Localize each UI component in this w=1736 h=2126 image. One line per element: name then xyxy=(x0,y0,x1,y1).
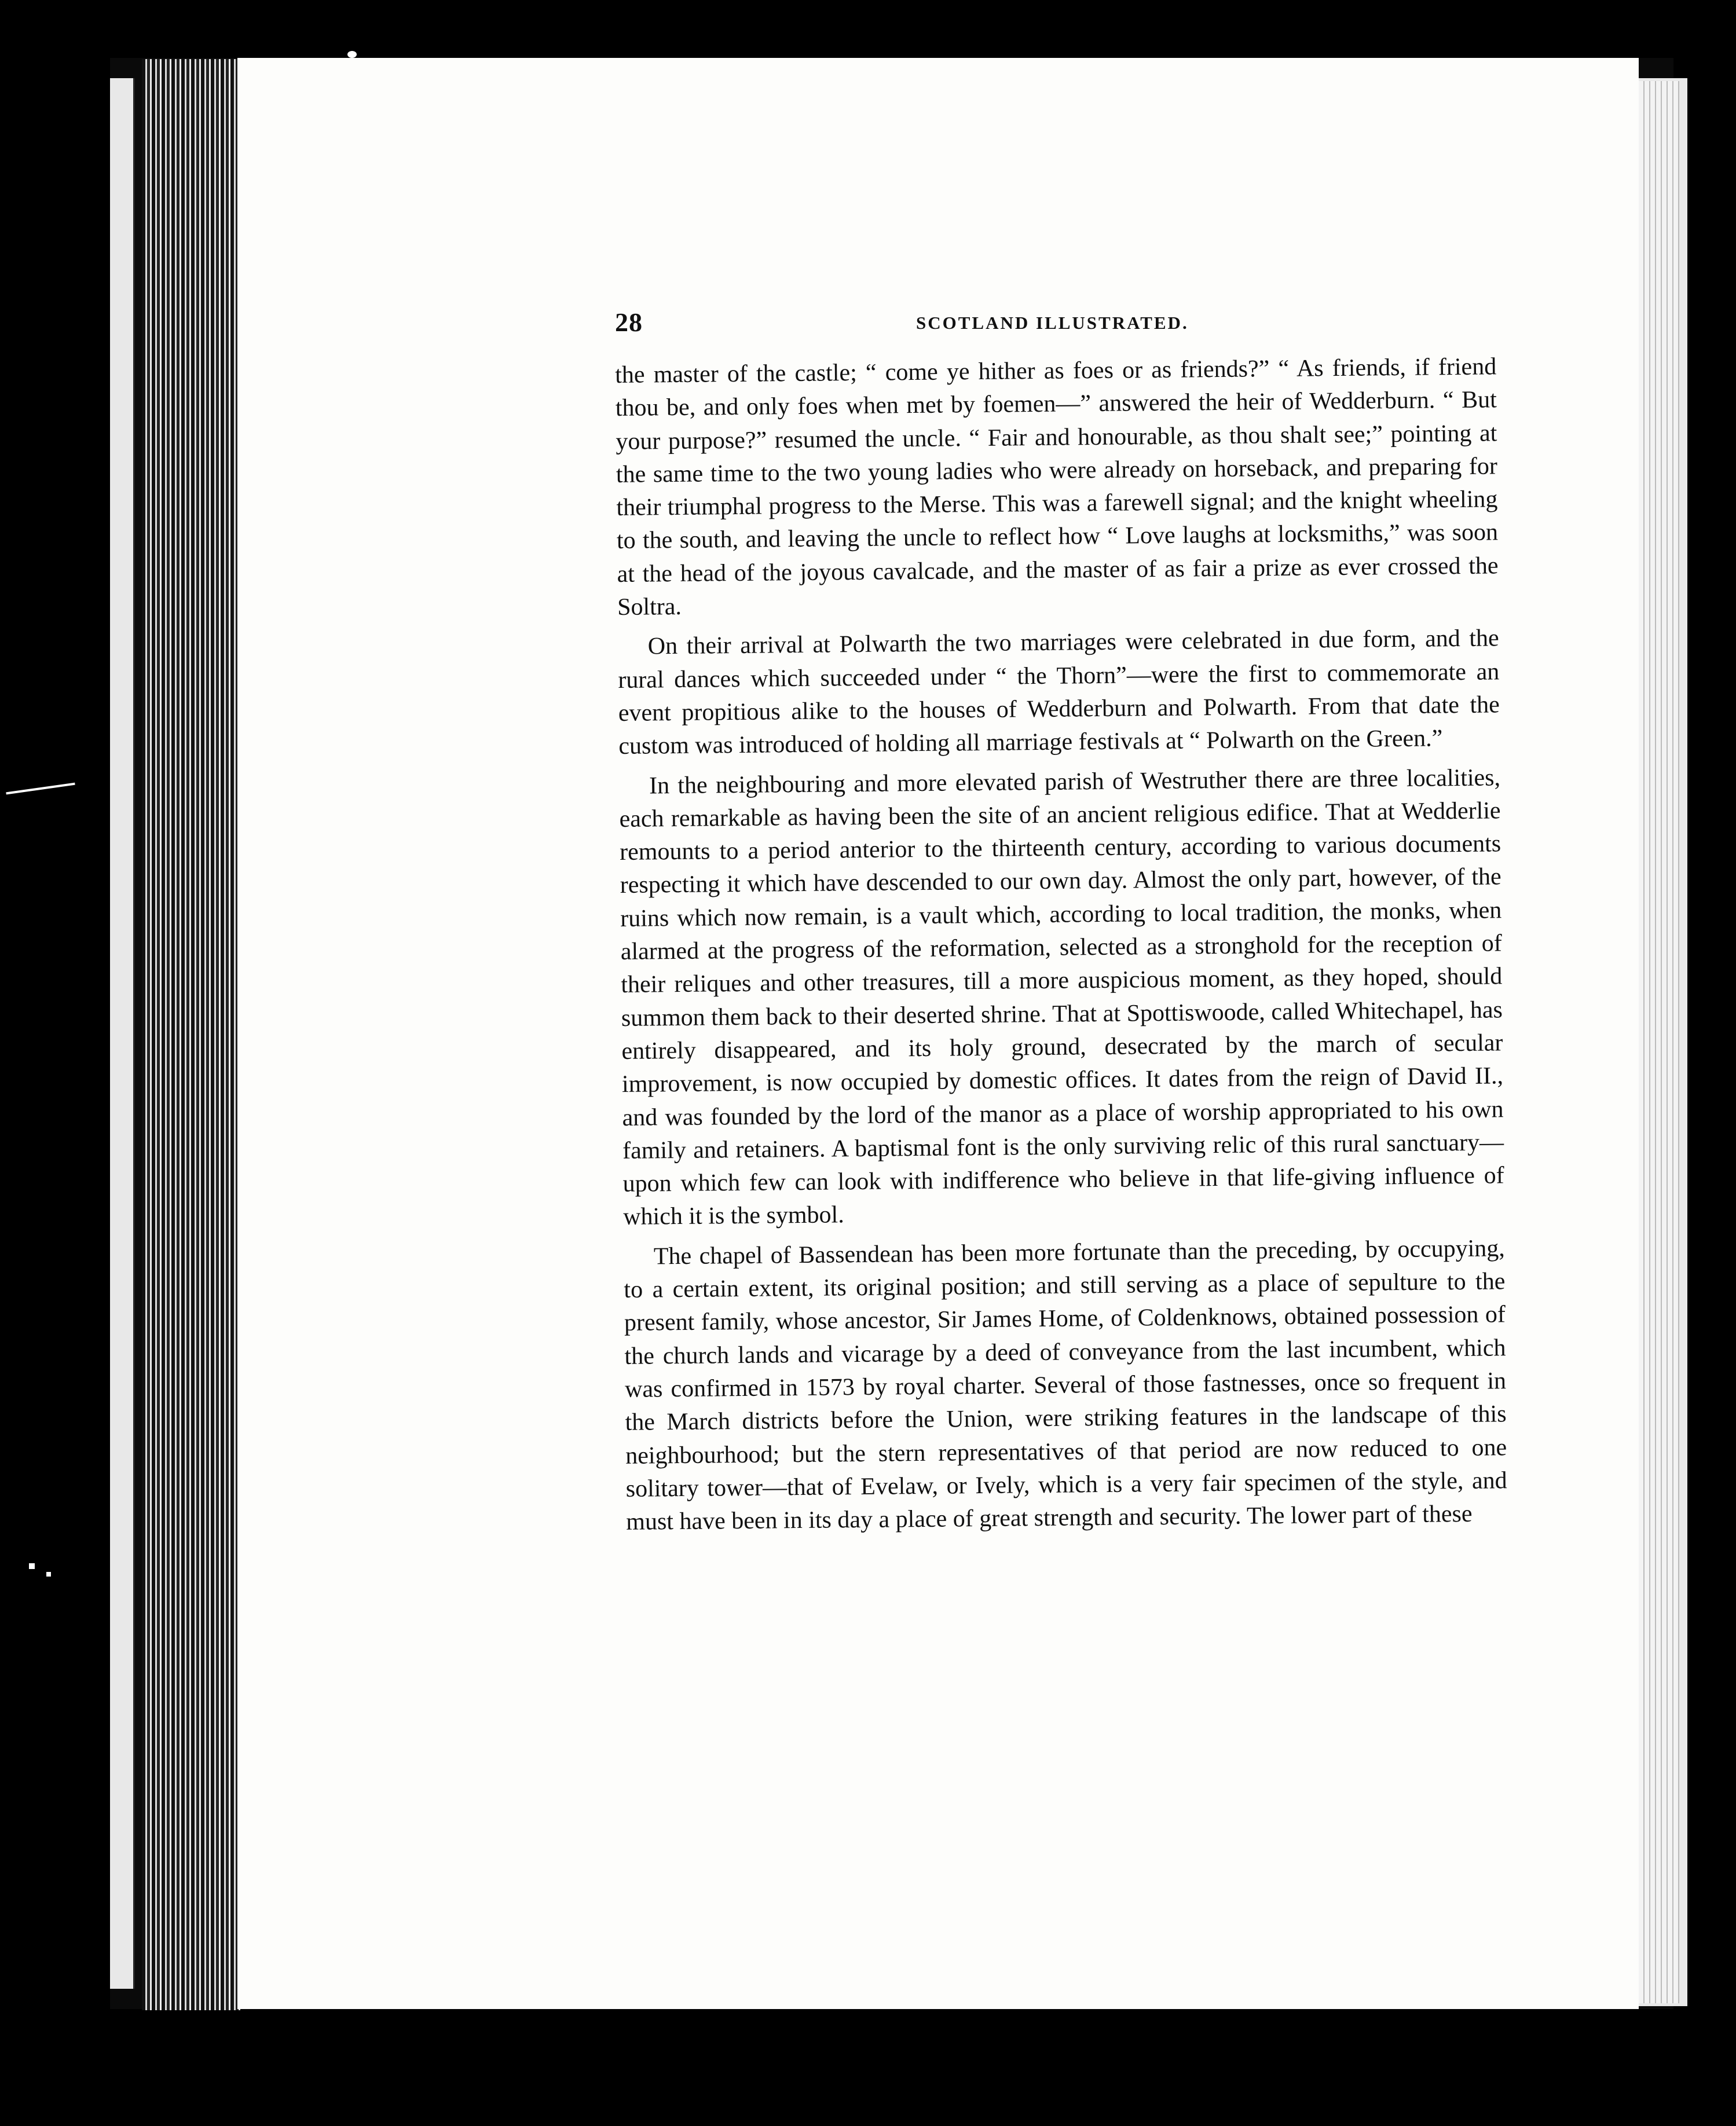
right-page-edges xyxy=(1639,81,1679,2003)
left-page-edges xyxy=(142,59,240,2010)
body-text xyxy=(615,350,1507,1539)
running-head xyxy=(615,307,1207,342)
paragraph: In the neighbouring and more elevated parish of Westruther there are three localities, each remarkable as having been the site of an ancient religious edifice. That at Wedderlie remounts to a period anterior to the thirteenth century, according to various documents respecting it which have descended to our own day. Almost the only part, however, of the ruins which now remain, is a vault which, according to local tradition, the monks, when alarmed at the progress of the reformation, selected as a stronghold for the reception of their reliques and other treasures, till a more auspicious moment, as they hoped, should summon them back to their deserted shrine. That at Spottiswoode, called Whitechapel, has entirely disappeared, and its holy ground, desecrated by the march of secular improvement, is now occupied by domestic offices. It dates from the reign of David II., and was founded by the lord of the manor as a place of worship appropriated to his own family and retainers. A baptismal font is the only surviving relic of this rural sanctuary—upon which few can look with indifference who believe in that life-giving influence of which it is the symbol. xyxy=(619,764,1504,1231)
paragraph: the master of the castle; “ come ye hither as foes or as friends?” “ As friends, if friend thou be, and only foes when met by foemen—” answered the heir of Wedderburn. “ But your purpose?” resumed the uncle. “ Fair and honourable, as thou shalt see;” pointing at the same time to the two young ladies who were already on horseback, and preparing for their triumphal progress to the Merse. This was a farewell signal; and the knight wheeling to the south, and leaving the uncle to reflect how “ Love laughs at locksmiths,” was soon at the head of the joyous cavalcade, and the master of as fair a prize as ever crossed the Soltra. xyxy=(615,353,1499,621)
scan-artifact xyxy=(347,51,357,58)
scan-artifact xyxy=(46,1572,51,1577)
paragraph: On their arrival at Polwarth the two marriages were celebrated in due form, and the rural dances which succeeded under “ the Thorn”—were the first to commemorate an event propitious alike to the houses of Wedderburn and Polwarth. From that date the custom was introduced of holding all marriage festivals at “ Polwarth on the Green.” xyxy=(618,625,1500,760)
page-number: 28 xyxy=(615,307,643,337)
scan-artifact xyxy=(29,1563,35,1569)
paragraph: The chapel of Bassendean has been more fortunate than the preceding, by occupying, to a certain extent, its original position; and still serving as a place of sepulture to the present family, whose ancestor, Sir James Home, of Coldenknows, obtained possession of the church lands and vicarage by a deed of conveyance from the last incumbent, which was confirmed in 1573 by royal charter. Several of those fastnesses, once so frequent in the March districts before the Union, were striking features in the landscape of this neighbourhood; but the stern representatives of that period are now reduced to one solitary tower—that of Evelaw, or Ively, which is a very fair specimen of the style, and must have been in its day a place of great strength and security. The lower part of these xyxy=(624,1235,1507,1536)
scan-artifact xyxy=(6,783,75,795)
left-page-strip xyxy=(110,78,135,1989)
running-title: SCOTLAND ILLUSTRATED. xyxy=(916,313,1189,333)
